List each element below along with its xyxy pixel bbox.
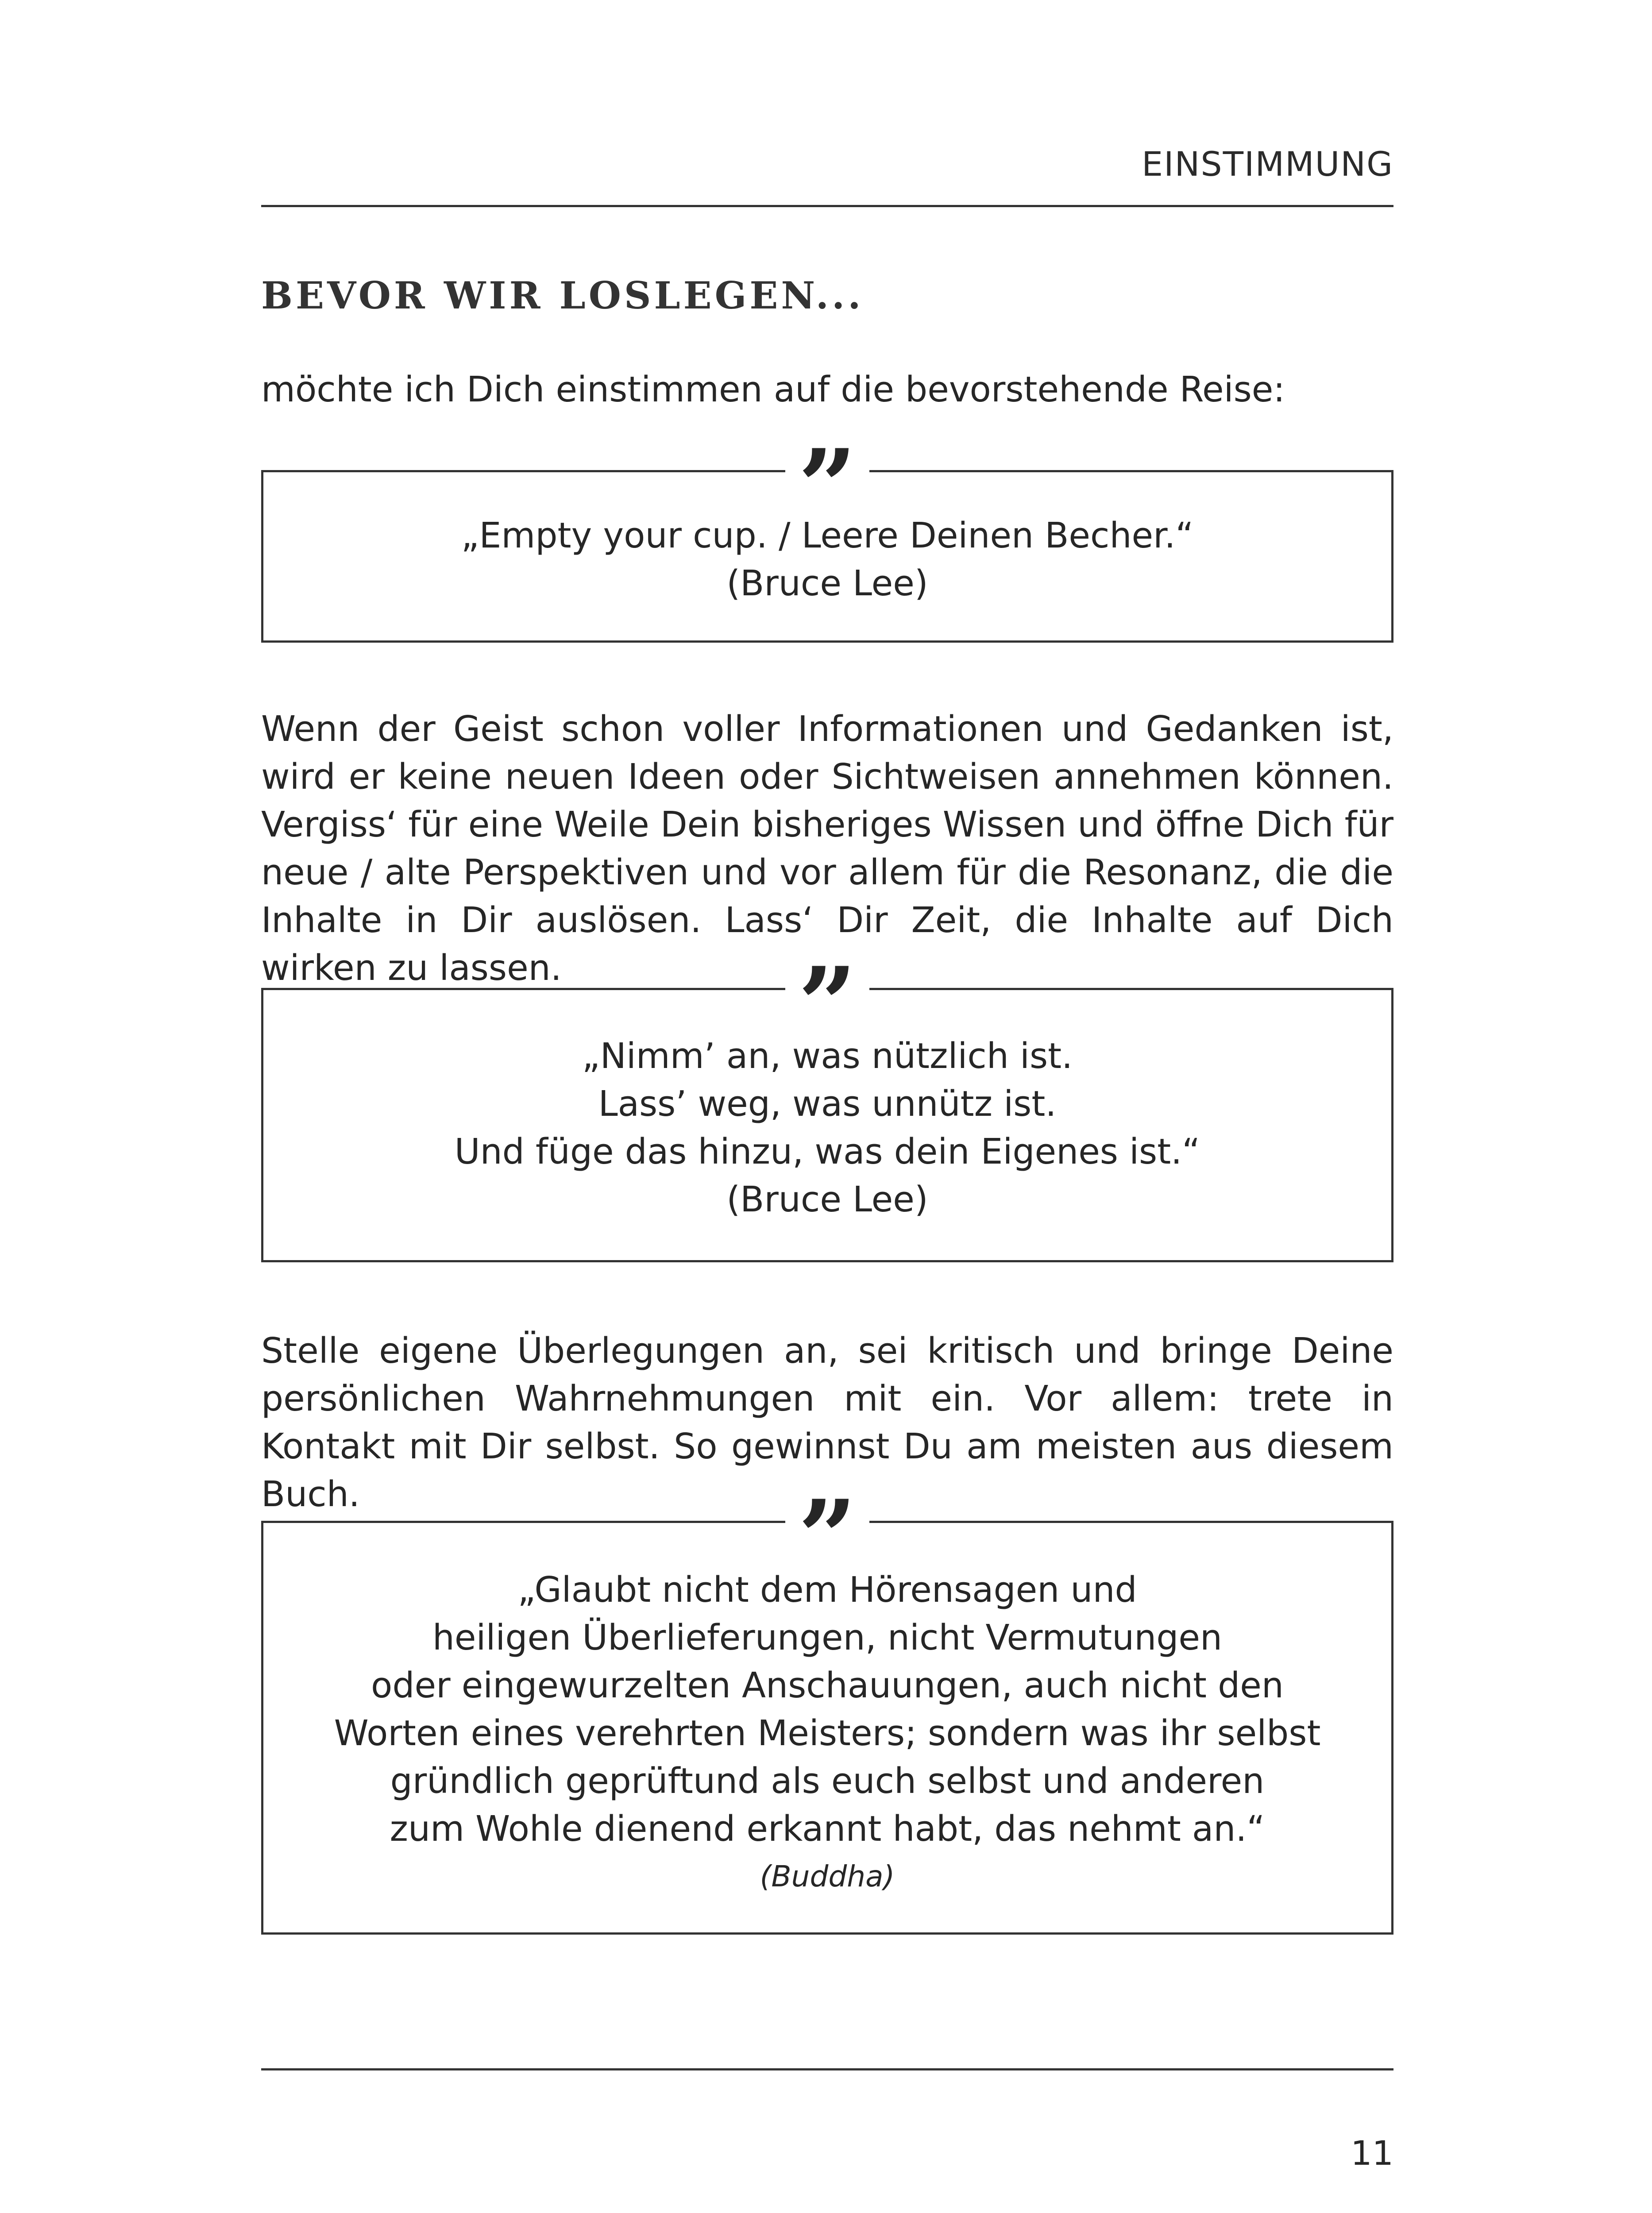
quote-box-1 — [261, 432, 1393, 643]
quote-mark-icon: ” — [785, 949, 869, 1011]
footer-rule — [261, 2068, 1393, 2070]
quote-text — [263, 1566, 1391, 1901]
quote-mark-icon: ” — [785, 1482, 869, 1544]
quote-line: „Nimm’ an, was nützlich ist. — [582, 1036, 1073, 1076]
quote-line: oder eingewurzelten Anschauungen, auch nicht den — [371, 1665, 1284, 1706]
intro-text: möchte ich Dich einstimmen auf die bevorstehende Reise: — [261, 369, 1285, 410]
quote-line: Lass’ weg, was unnütz ist. — [598, 1083, 1057, 1124]
quote-source: (Buddha) — [760, 1859, 895, 1893]
quote-line: zum Wohle dienend erkannt habt, das nehmt an.“ — [390, 1808, 1265, 1849]
quote-line: Worten eines verehrten Meisters; sondern was ihr selbst — [334, 1713, 1321, 1754]
body-paragraph-1: Wenn der Geist schon voller Informationen und Gedanken ist, wird er keine neuen Ideen oder Sichtweisen annehmen können. Vergiss‘ für eine Weile Dein bisheriges Wissen und öffne Dich für neue / alte Perspektiven und vor allem für die Resonanz, die die Inhalte in Dir auslösen. Lass‘ Dir Zeit, die Inhalte auf Dich wirken zu lassen. — [261, 709, 1393, 988]
quote-source: (Bruce Lee) — [726, 563, 928, 604]
running-head: EINSTIMMUNG — [1142, 144, 1393, 184]
header-rule — [261, 205, 1393, 207]
body-paragraph-2: Stelle eigene Überlegungen an, sei kritisch und bringe Deine persönlichen Wahrnehmungen mit ein. Vor allem: trete in Kontakt mit Dir selbst. So gewinnst Du am meisten aus diesem Buch. — [261, 1330, 1393, 1515]
quote-line: „Glaubt nicht dem Hörensagen und — [517, 1569, 1137, 1610]
page-number: 11 — [1351, 2133, 1393, 2173]
quote-line: Und füge das hinzu, was dein Eigenes ist.“ — [454, 1131, 1200, 1172]
quote-line: „Empty your cup. / Leere Deinen Becher.“ — [461, 515, 1194, 556]
quote-line: heiligen Überlieferungen, nicht Vermutungen — [432, 1617, 1223, 1658]
quote-box-2 — [261, 949, 1393, 1262]
quote-mark-icon: ” — [785, 432, 869, 493]
quote-source: (Bruce Lee) — [726, 1179, 928, 1220]
quote-text — [263, 512, 1391, 607]
section-title: BEVOR WIR LOSLEGEN... — [261, 274, 864, 317]
quote-text — [263, 1032, 1391, 1223]
quote-line: gründlich geprüftund als euch selbst und anderen — [390, 1761, 1265, 1801]
quote-box-3 — [261, 1482, 1393, 1935]
